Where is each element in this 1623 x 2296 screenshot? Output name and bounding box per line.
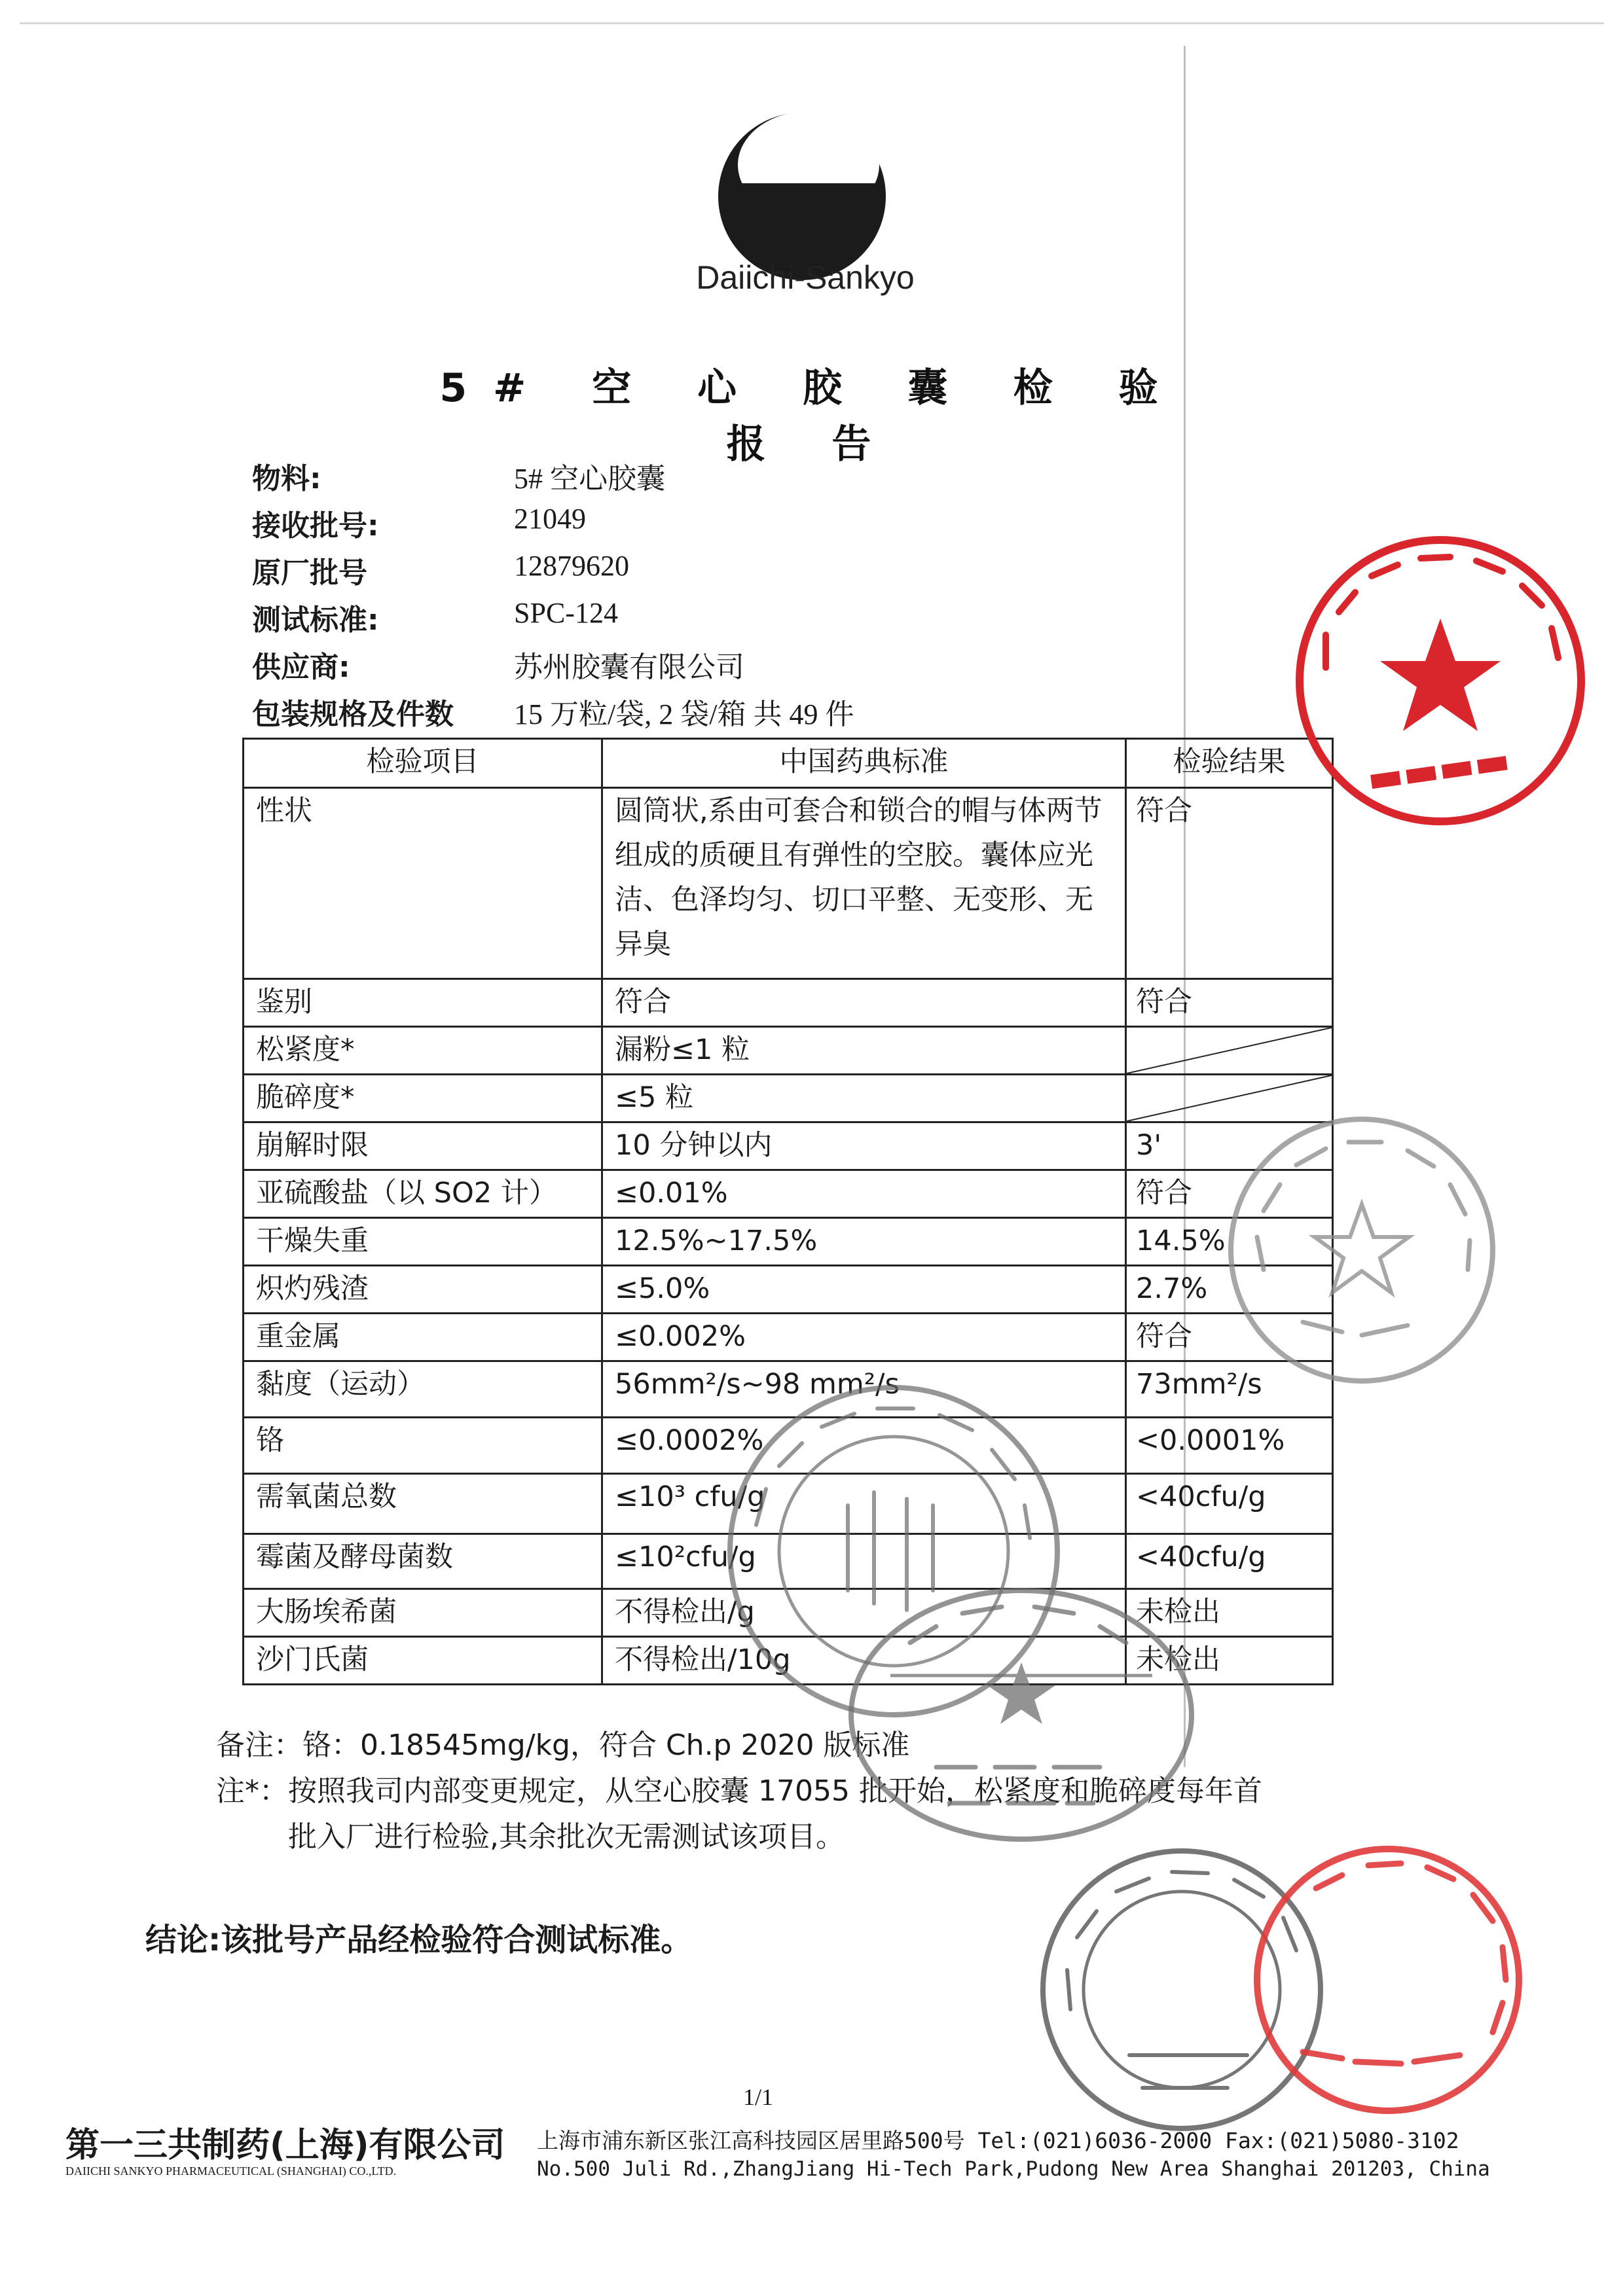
standard-cell: 10 分钟以内	[602, 1122, 1126, 1170]
table-row	[244, 979, 1333, 1027]
svg-text:▬▬▬▬: ▬▬▬▬	[1364, 737, 1513, 802]
item-cell: 干燥失重	[244, 1218, 602, 1266]
item-cell: 需氧菌总数	[244, 1474, 602, 1534]
remark-note: 备注：铬：0.18545mg/kg，符合 Ch.p 2020 版标准	[216, 1729, 910, 1762]
standard-cell: ≤10³ cfu/g	[602, 1474, 1126, 1534]
footer-company-cn: 第一三共制药(上海)有限公司	[65, 2126, 505, 2165]
item-cell: 崩解时限	[244, 1122, 602, 1170]
info-value: 15 万粒/袋, 2 袋/箱 共 49 件	[514, 698, 854, 730]
result-cell: 14.5%	[1126, 1218, 1333, 1266]
info-label: 物料:	[252, 462, 321, 495]
standard-cell: 符合	[602, 979, 1126, 1027]
table-row	[244, 1027, 1333, 1075]
header-item: 检验项目	[244, 739, 602, 788]
standard-cell: ≤0.002%	[602, 1314, 1126, 1361]
footer-address-en: No.500 Juli Rd.,ZhangJiang Hi-Tech Park,Pudong New Area Shanghai 201203, China	[537, 2157, 1490, 2181]
info-value: 21049	[514, 503, 586, 535]
info-value: 12879620	[514, 550, 629, 582]
asterisk-note-line2: 批入厂进行检验,其余批次无需测试该项目。	[288, 1820, 845, 1854]
info-label: 供应商:	[252, 651, 350, 684]
info-value: 苏州胶囊有限公司	[514, 651, 744, 683]
footer-address-cn: 上海市浦东新区张江高科技园区居里路500号 Tel:(021)6036-2000 Fax:(021)5080-3102	[537, 2128, 1459, 2153]
item-cell: 重金属	[244, 1314, 602, 1361]
result-cell: 符合	[1126, 1314, 1333, 1361]
info-label: 接收批号:	[252, 509, 379, 543]
top-border-line	[20, 22, 1604, 24]
standard-cell: 12.5%~17.5%	[602, 1218, 1126, 1266]
result-cell: 符合	[1126, 1170, 1333, 1218]
header-result: 检验结果	[1126, 739, 1333, 788]
item-cell: 炽灼残渣	[244, 1266, 602, 1314]
result-cell: <40cfu/g	[1126, 1474, 1333, 1534]
table-header-row	[244, 739, 1333, 788]
item-cell: 铬	[244, 1418, 602, 1474]
info-label: 包装规格及件数	[252, 698, 454, 731]
table-row	[244, 1314, 1333, 1361]
table-row	[244, 1266, 1333, 1314]
info-label: 原厂批号	[252, 556, 367, 590]
standard-cell: ≤5.0%	[602, 1266, 1126, 1314]
item-cell: 脆碎度*	[244, 1075, 602, 1122]
table-row	[244, 1218, 1333, 1266]
standard-cell: ≤5 粒	[602, 1075, 1126, 1122]
standard-cell: 漏粉≤1 粒	[602, 1027, 1126, 1075]
page-number: 1/1	[743, 2084, 774, 2110]
result-cell: 3'	[1126, 1122, 1333, 1170]
result-cell: 符合	[1126, 979, 1333, 1027]
brand-name: Daiichi-Sankyo	[696, 259, 915, 296]
table-row	[244, 1122, 1333, 1170]
item-cell: 黏度（运动）	[244, 1361, 602, 1418]
standard-cell: 不得检出/10g	[602, 1637, 1126, 1685]
item-cell: 性状	[244, 788, 602, 979]
result-cell: 73mm²/s	[1126, 1361, 1333, 1418]
strike-slash-icon	[1127, 1028, 1332, 1073]
gray-oval-report-stamp	[838, 1577, 1205, 1852]
conclusion: 结论:该批号产品经检验符合测试标准。	[145, 1922, 693, 1958]
table-row	[244, 1075, 1333, 1122]
result-cell: <0.0001%	[1126, 1418, 1333, 1474]
info-label: 测试标准:	[252, 603, 379, 637]
standard-cell: ≤0.01%	[602, 1170, 1126, 1218]
standard-cell: 不得检出/g	[602, 1589, 1126, 1637]
red-seal-pharma-stamp	[1244, 1836, 1532, 2124]
item-cell: 鉴别	[244, 979, 602, 1027]
item-cell: 松紧度*	[244, 1027, 602, 1075]
item-cell: 大肠埃希菌	[244, 1589, 602, 1637]
footer-company-en: DAIICHI SANKYO PHARMACEUTICAL (SHANGHAI) CO.,LTD.	[65, 2164, 397, 2178]
info-value: SPC-124	[514, 597, 618, 629]
standard-cell: ≤10²cfu/g	[602, 1534, 1126, 1589]
table-row	[244, 788, 1333, 979]
red-seal-quality-dept-stamp	[1286, 527, 1594, 834]
standard-cell: 圆筒状,系由可套合和锁合的帽与体两节组成的质硬且有弹性的空胶。囊体应光洁、色泽均匀、切口平整、无变形、无异臭	[602, 788, 1126, 979]
result-cell: 符合	[1126, 788, 1333, 979]
result-cell: <40cfu/g	[1126, 1534, 1333, 1589]
item-cell: 沙门氏菌	[244, 1637, 602, 1685]
header-standard: 中国药典标准	[602, 739, 1126, 788]
info-value: 5# 空心胶囊	[514, 463, 665, 495]
asterisk-note-line1: 注*：按照我司内部变更规定，从空心胶囊 17055 批开始，松紧度和脆碎度每年首	[216, 1774, 1262, 1808]
item-cell: 亚硫酸盐（以 SO2 计）	[244, 1170, 602, 1218]
result-cell-not-tested	[1126, 1027, 1333, 1075]
standard-cell: ≤0.0002%	[602, 1418, 1126, 1474]
table-row	[244, 1170, 1333, 1218]
result-cell: 未检出	[1126, 1589, 1333, 1637]
item-cell: 霉菌及酵母菌数	[244, 1534, 602, 1589]
gray-seal-quality-mgmt-stamp	[1218, 1106, 1506, 1394]
result-cell: 2.7%	[1126, 1266, 1333, 1314]
result-cell: 未检出	[1126, 1637, 1333, 1685]
standard-cell: 56mm²/s~98 mm²/s	[602, 1361, 1126, 1418]
report-title: 5# 空 心 胶 囊 检 验 报 告	[439, 365, 1184, 467]
